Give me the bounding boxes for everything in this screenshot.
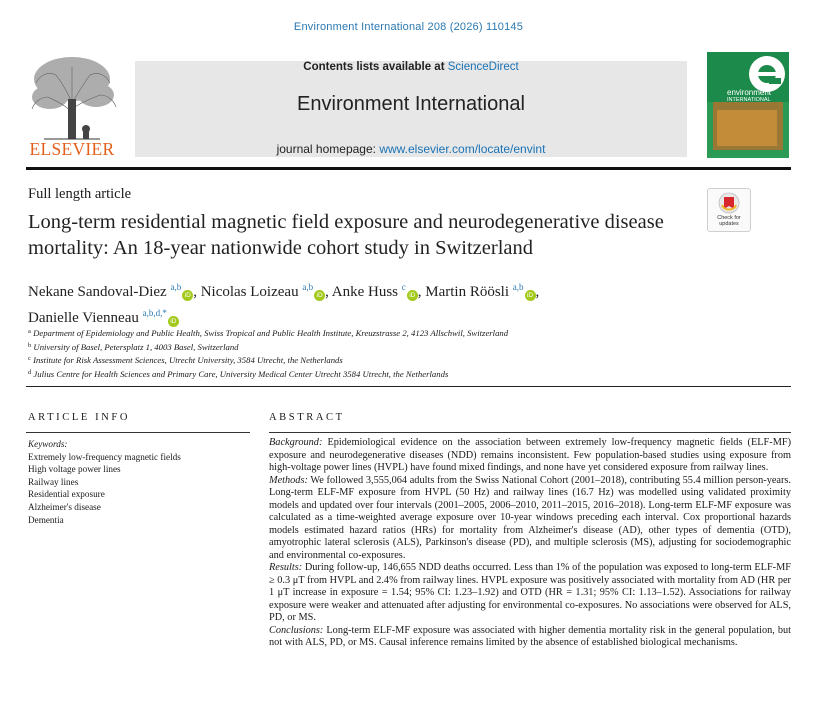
author-affiliation-marks[interactable]: a,b: [170, 282, 182, 292]
journal-cover[interactable]: [707, 52, 789, 158]
abstract-paragraph-text: During follow-up, 146,655 NDD deaths occurred. Less than 1% of the population was exposed to long-term ELF-MF ≥ 0.3 μT from HVPL and 2.4% from railway lines. HVPL exposure was positively associated with mortality from AD (HR per 1 μT increase in exposure = 1.54; 95% CI: 1.23–1.92) and OTD (HR = 1.31; 95% CI: 1.13–1.52). Associations for railway exposure were weaker and attenuated after adjusting for environmental co-exposures. No associations were observed for ALS, PD, or MS.: [269, 562, 791, 623]
affiliation-text: University of Basel, Petersplatz 1, 4003 Basel, Switzerland: [33, 341, 239, 352]
keyword-item: Dementia: [28, 514, 64, 525]
homepage-prefix: journal homepage:: [276, 142, 380, 156]
abstract-paragraph-text: We followed 3,555,064 adults from the Swiss National Cohort (2001–2018), contributing 55.4 million person-years. Long-term ELF-MF exposure from HVPL (50 Hz) and railway lines (16.7 Hz) was modelled using validated proximity models and updated over four intervals (2001–2005, 2006–2010, 2011–2015, 2016–2018). Long-term ELF-MF exposure was calculated as a time-weighted average exposure over 10-year windows preceding each interval. Cox proportional hazards models estimated hazard ratios (HRs) for mortality from Alzheimer's disease (AD), other types of dementia (OTD), amyotrophic lateral sclerosis (ALS), Parkinson's disease (PD), and multiple sclerosis (MS), adjusting for sociodemographic and environmental co-exposures.: [269, 474, 791, 561]
abstract-heading: ABSTRACT: [269, 412, 345, 423]
affiliation-text: Julius Centre for Health Sciences and Primary Care, University Medical Center Utrecht 3584 Utrecht, the Netherlands: [33, 368, 449, 379]
affiliation-item: [28, 326, 768, 340]
article-info-rule: [26, 432, 250, 433]
author-affiliation-marks[interactable]: a,b: [302, 282, 314, 292]
affiliation-label: d: [28, 368, 32, 376]
publisher-name: ELSEVIER: [29, 139, 115, 159]
affiliation-label: a: [28, 328, 31, 335]
keywords-list: [28, 438, 252, 526]
orcid-icon[interactable]: iD: [168, 316, 179, 327]
affiliation-list: [28, 326, 768, 380]
keyword-item: Extremely low-frequency magnetic fields: [28, 451, 181, 462]
abstract-paragraph-label: Results:: [269, 562, 303, 573]
orcid-icon[interactable]: iD: [407, 290, 418, 301]
affiliation-item: [28, 340, 768, 354]
journal-citation[interactable]: Environment International 208 (2026) 110145: [293, 21, 524, 33]
article-type: Full length article: [28, 186, 132, 202]
journal-homepage: [135, 142, 687, 156]
contents-line: [135, 61, 687, 73]
affiliation-text: Institute for Risk Assessment Sciences, Utrecht University, 3584 Utrecht, the Netherlands: [33, 355, 343, 366]
homepage-link[interactable]: www.elsevier.com/locate/envint: [379, 142, 546, 156]
keyword-item: Alzheimer's disease: [28, 501, 101, 512]
author-list: Nekane Sandoval-Diez $^{a,b}$iD , Nicolas Loizeau $^{a,b}$iD , Anke Huss $^c$iD , Martin Röösli $^{a,b}$iD , Danielle Vienneau $^{a,b,d,*}$iD: [28, 282, 540, 326]
abstract-paragraph: [269, 437, 791, 475]
abstract-paragraph-label: Methods:: [269, 474, 308, 486]
author[interactable]: [28, 310, 179, 326]
keyword-item: Residential exposure: [28, 489, 105, 500]
author[interactable]: [332, 284, 418, 300]
author-name: Nekane Sandoval-Diez: [28, 284, 167, 300]
orcid-icon[interactable]: iD: [182, 290, 193, 301]
affiliation-item: [28, 353, 768, 367]
section-rule: [26, 386, 791, 387]
abstract-paragraph: [269, 475, 791, 563]
author[interactable]: [201, 284, 325, 300]
author-name: Martin Röösli: [425, 284, 510, 300]
author[interactable]: [28, 284, 193, 300]
author-affiliation-marks[interactable]: a,b,d,*: [142, 308, 167, 318]
header-rule: [26, 167, 791, 170]
article-title: Long-term residential magnetic field exposure and neurodegenerative disease mortality: An 18-year nationwide cohort study in Switzerland: [28, 211, 664, 259]
affiliation-label: b: [28, 341, 32, 349]
keyword-item: High voltage power lines: [28, 464, 121, 475]
abstract-paragraph-label: Background:: [269, 437, 323, 448]
author[interactable]: [425, 284, 535, 300]
author-affiliation-marks[interactable]: c: [401, 282, 406, 292]
author-name: Danielle Vienneau: [28, 310, 139, 326]
orcid-icon[interactable]: iD: [525, 290, 536, 301]
check-for-updates-button[interactable]: [707, 188, 751, 232]
author-affiliation-marks[interactable]: a,b: [512, 282, 524, 292]
check-updates-label: Check for updates: [717, 215, 741, 227]
article-info-heading: ARTICLE INFO: [28, 412, 131, 423]
affiliation-label: c: [28, 355, 31, 363]
author-name: Nicolas Loizeau: [200, 284, 299, 300]
keyword-item: Railway lines: [28, 476, 79, 487]
author-name: Anke Huss: [331, 284, 399, 300]
abstract-rule: [269, 432, 791, 433]
orcid-icon[interactable]: iD: [314, 290, 325, 301]
keywords-heading: Keywords:: [28, 439, 68, 449]
affiliation-item: [28, 367, 768, 381]
cover-title: environment: [727, 88, 772, 97]
abstract-paragraph-text: Long-term ELF-MF exposure was associated with higher dementia mortality risk in the general population, but not with ALS, PD, or MS. Causal inference remains limited by the absence of established biological mechanisms.: [269, 624, 791, 648]
abstract-paragraph-label: Conclusions:: [269, 624, 324, 636]
abstract-paragraph-text: Epidemiological evidence on the association between extremely low-frequency magnetic fields (ELF-MF) exposure and neurodegenerative diseases (NDD) remains inconsistent. Few population-based studies using exposure from high-voltage power lines (HVPL) have found mixed findings, and none have yet considered exposure from railway lines.: [269, 437, 791, 473]
journal-title: Environment International: [297, 93, 525, 115]
cover-subtitle: INTERNATIONAL: [727, 97, 771, 103]
abstract-paragraph: [269, 625, 791, 650]
affiliation-text: Department of Epidemiology and Public Health, Swiss Tropical and Public Health Institute, Kreuzstrasse 2, 4123 Allschwil, Switzerland: [33, 328, 509, 338]
contents-prefix: Contents lists available at: [303, 61, 448, 73]
sciencedirect-link[interactable]: ScienceDirect: [447, 61, 519, 73]
abstract-body: [269, 437, 791, 650]
abstract-paragraph: [269, 562, 791, 625]
